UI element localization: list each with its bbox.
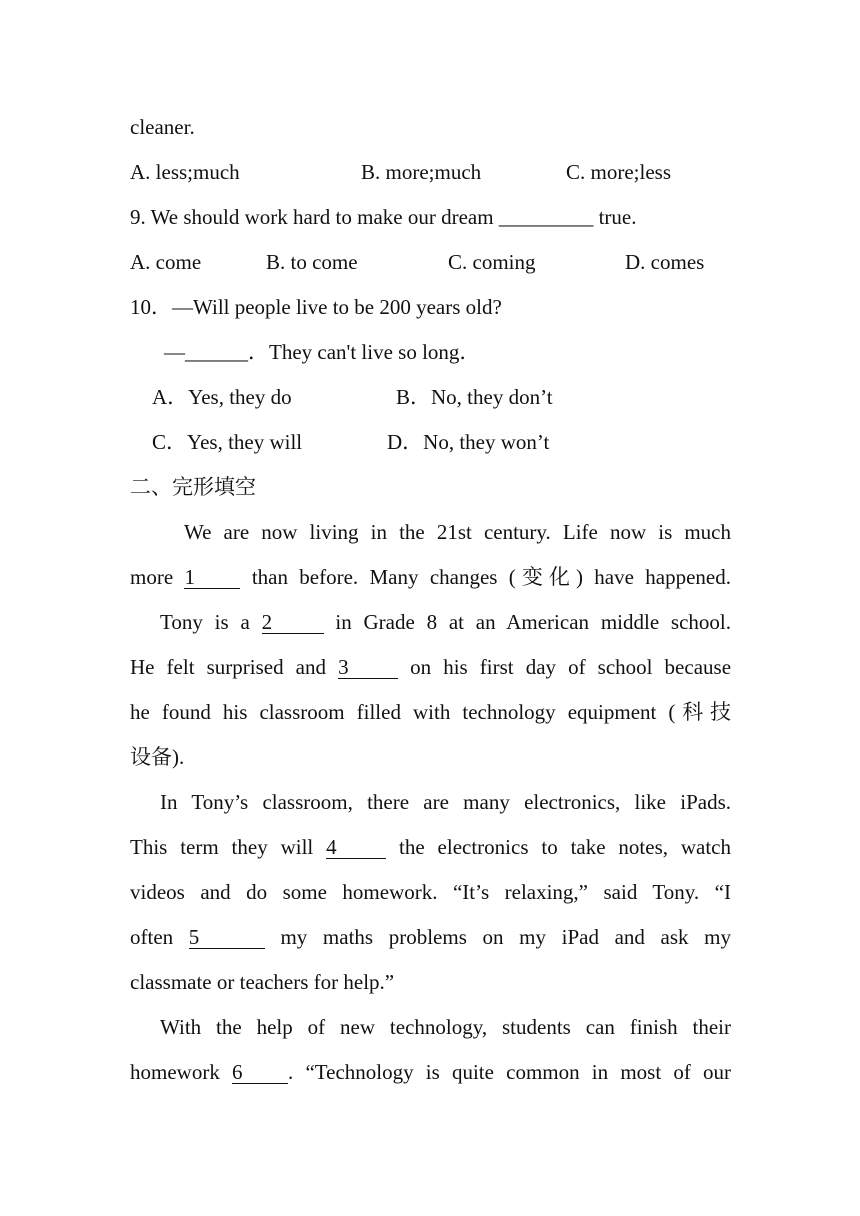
question-9-stem xyxy=(130,202,637,232)
answer-blank: _________ xyxy=(498,205,594,229)
passage-text: in Grade 8 at an American middle school. xyxy=(335,610,732,634)
blank-2: 2 xyxy=(262,611,324,634)
passage-line xyxy=(130,562,731,592)
passage-line: classmate or teachers for help.” xyxy=(130,970,395,994)
passage-text: . “Technology is quite common in most of our xyxy=(288,1060,732,1084)
passage-text: on his first day of school because xyxy=(410,655,732,679)
passage-line: With the help of new technology, students can finish their xyxy=(160,1015,731,1039)
question-10-stem: 10．—Will people live to be 200 years old? xyxy=(130,295,502,319)
passage-line xyxy=(130,1057,731,1087)
option-a: A．Yes, they do xyxy=(152,385,292,409)
passage-text: homework xyxy=(130,1060,220,1084)
passage-line xyxy=(160,607,731,637)
passage-text: the electronics to take notes, watch xyxy=(399,835,732,859)
passage-line: he found his classroom filled with technology equipment (科技 xyxy=(130,700,731,724)
passage-line xyxy=(130,922,731,952)
question-9-text: 9. We should work hard to make our dream xyxy=(130,205,494,229)
option-b: B. to come xyxy=(266,250,358,274)
question-8-options xyxy=(130,157,770,187)
passage-line: In Tony’s classroom, there are many electronics, like iPads. xyxy=(160,790,731,814)
question-9-end: true. xyxy=(598,205,637,229)
option-c: C. coming xyxy=(448,250,536,274)
passage-line: 设备). xyxy=(130,745,185,769)
reply-text: ．They can't live so long． xyxy=(248,340,481,364)
question-8-tail: cleaner. xyxy=(130,115,195,139)
option-b: B．No, they don’t xyxy=(396,385,553,409)
passage-text: than before. Many changes (变化) have happened. xyxy=(251,565,731,589)
passage-line xyxy=(130,832,731,862)
passage-text: Tony is a xyxy=(160,610,250,634)
blank-6: 6 xyxy=(232,1061,288,1084)
option-b: B. more;much xyxy=(361,160,482,184)
question-10-reply xyxy=(164,337,480,367)
passage-text: This term they will xyxy=(130,835,314,859)
section-title: 二、完形填空 xyxy=(130,475,256,499)
reply-dash: — xyxy=(164,340,185,364)
answer-blank: ______ xyxy=(185,340,248,364)
option-d: D. comes xyxy=(625,250,705,274)
passage-line xyxy=(130,652,731,682)
passage-text: often xyxy=(130,925,174,949)
option-c: C. more;less xyxy=(566,160,671,184)
blank-4: 4 xyxy=(326,836,386,859)
passage-line: We are now living in the 21st century. Life now is much xyxy=(184,520,731,544)
passage-line: videos and do some homework. “It’s relaxing,” said Tony. “I xyxy=(130,880,731,904)
blank-3: 3 xyxy=(338,656,398,679)
passage-text: He felt surprised and xyxy=(130,655,326,679)
question-10-options-row2 xyxy=(152,427,632,457)
option-a: A. come xyxy=(130,250,202,274)
blank-1: 1 xyxy=(184,566,240,589)
blank-5: 5 xyxy=(189,926,265,949)
option-d: D．No, they won’t xyxy=(387,430,550,454)
passage-text: more xyxy=(130,565,174,589)
question-9-options xyxy=(130,247,770,277)
question-10-options-row1 xyxy=(152,382,632,412)
passage-text: my maths problems on my iPad and ask my xyxy=(280,925,731,949)
option-c: C．Yes, they will xyxy=(152,430,303,454)
option-a: A. less;much xyxy=(130,160,240,184)
